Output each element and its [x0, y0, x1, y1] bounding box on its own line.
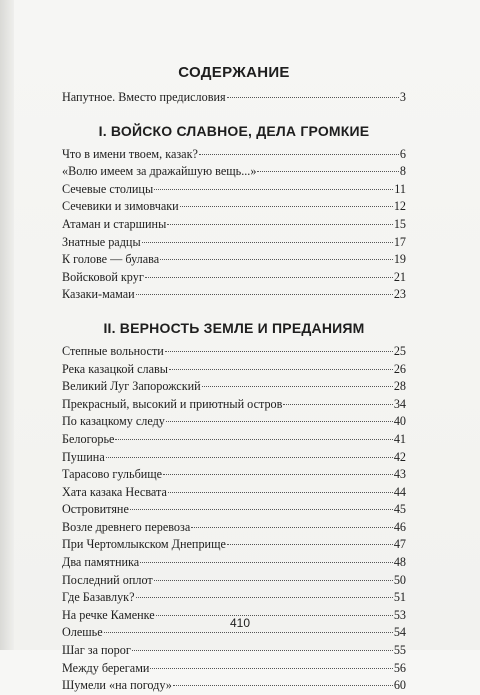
- toc-entry-page: 44: [393, 484, 406, 499]
- dot-leader: [160, 259, 393, 260]
- toc-entry-page: 34: [393, 396, 406, 411]
- dot-leader: [168, 492, 393, 493]
- toc-entry-title: Войсковой круг: [62, 269, 144, 284]
- toc-entry-title: Великий Луг Запорожский: [62, 379, 201, 394]
- toc-entry-title: По казацкому следу: [62, 414, 165, 429]
- toc-entry-page: 51: [393, 590, 406, 605]
- table-of-contents: [62, 64, 406, 695]
- dot-leader: [199, 154, 399, 155]
- toc-entry-page: 54: [393, 625, 406, 640]
- dot-leader: [202, 386, 393, 387]
- toc-section-2-list: [62, 343, 406, 695]
- section-heading-1: I. ВОЙСКО СЛАВНОЕ, ДЕЛА ГРОМКИЕ: [98, 122, 370, 139]
- toc-entry-title: К голове — булава: [62, 252, 160, 267]
- toc-entry: [62, 484, 406, 502]
- toc-entry-title: Что в имени твоем, казак?: [62, 146, 198, 161]
- toc-entry-page: 11: [394, 181, 406, 196]
- toc-entry-page: 48: [393, 555, 406, 570]
- dot-leader: [132, 650, 393, 651]
- toc-entry: [62, 378, 406, 396]
- toc-entry: [62, 642, 406, 660]
- toc-entry-page: 47: [393, 537, 406, 552]
- toc-entry-page: 43: [393, 467, 406, 482]
- toc-entry: [62, 361, 406, 379]
- toc-section-1-list: [62, 146, 406, 304]
- toc-entry-page: 23: [393, 287, 406, 302]
- toc-entry-page: 40: [393, 414, 406, 429]
- page-number: 410: [229, 616, 251, 630]
- dot-leader: [106, 457, 393, 458]
- toc-entry-title: Шаг за порог: [62, 643, 131, 658]
- dot-leader: [136, 294, 393, 295]
- toc-entry-title: «Волю имеем за дражайшую вещь...»: [62, 164, 257, 179]
- toc-entry: [62, 536, 406, 554]
- toc-entry-title: Хата казака Несвата: [62, 484, 167, 499]
- dot-leader: [173, 685, 393, 686]
- toc-entry-title: Прекрасный, высокий и приютный остров: [62, 396, 283, 411]
- toc-entry-title: На речке Каменке: [62, 607, 155, 622]
- toc-entry-title: Островитяне: [62, 502, 129, 517]
- toc-entry: [62, 198, 406, 216]
- toc-entry-page: 55: [393, 643, 406, 658]
- toc-entry: [62, 269, 406, 287]
- toc-entry-title: Шумели «на погоду»: [62, 678, 172, 693]
- dot-leader: [104, 632, 393, 633]
- section-heading-2: II. ВЕРНОСТЬ ЗЕМЛЕ И ПРЕДАНИЯМ: [103, 319, 365, 336]
- toc-entry: [62, 572, 406, 590]
- toc-entry-title: Напутное. Вместо предисловия: [62, 90, 226, 104]
- toc-entry-page: 21: [393, 269, 406, 284]
- toc-entry: [62, 660, 406, 678]
- toc-intro-list: [62, 89, 406, 107]
- dot-leader: [140, 562, 393, 563]
- toc-entry-page: 41: [393, 431, 406, 446]
- toc-entry-title: Степные вольности: [62, 343, 164, 358]
- dot-leader: [150, 668, 392, 669]
- dot-leader: [130, 509, 393, 510]
- toc-entry: [62, 501, 406, 519]
- dot-leader: [115, 439, 392, 440]
- toc-entry-title: Знатные радцы: [62, 234, 141, 249]
- toc-entry-page: 17: [393, 234, 406, 249]
- toc-entry-title: Тарасово гульбище: [62, 467, 163, 482]
- toc-entry-title: Атаман и старшины: [62, 216, 167, 231]
- toc-entry: [62, 396, 406, 414]
- dot-leader: [154, 189, 393, 190]
- toc-entry-page: 42: [393, 449, 406, 464]
- page-gutter-shadow: [0, 0, 14, 650]
- toc-entry-page: 3: [399, 90, 406, 104]
- toc-entry-page: 19: [393, 252, 406, 267]
- toc-entry-title: Два памятника: [62, 555, 140, 570]
- dot-leader: [154, 580, 393, 581]
- toc-entry-title: Казаки-мамаи: [62, 287, 135, 302]
- toc-entry-title: Сечевые столицы: [62, 181, 154, 196]
- toc-entry: [62, 286, 406, 304]
- toc-entry-title: Олешье: [62, 625, 103, 640]
- toc-entry: [62, 234, 406, 252]
- toc-entry-page: 15: [393, 216, 406, 231]
- dot-leader: [227, 544, 393, 545]
- toc-entry-page: 26: [393, 361, 406, 376]
- dot-leader: [257, 171, 398, 172]
- toc-entry: [62, 181, 406, 199]
- toc-entry-title: Река казацкой славы: [62, 361, 168, 376]
- toc-entry: [62, 431, 406, 449]
- dot-leader: [136, 597, 393, 598]
- toc-entry-title: Где Базавлук?: [62, 590, 135, 605]
- toc-entry: [62, 413, 406, 431]
- dot-leader: [191, 527, 393, 528]
- toc-entry: [62, 466, 406, 484]
- toc-entry-page: 45: [393, 502, 406, 517]
- dot-leader: [142, 242, 393, 243]
- dot-leader: [166, 421, 393, 422]
- toc-entry: [62, 343, 406, 361]
- toc-entry: [62, 163, 406, 181]
- toc-entry-page: 50: [393, 572, 406, 587]
- toc-entry-page: 28: [393, 379, 406, 394]
- dot-leader: [165, 351, 393, 352]
- toc-entry: [62, 216, 406, 234]
- toc-entry-title: При Чертомлыкском Днеприще: [62, 537, 226, 552]
- dot-leader: [163, 474, 393, 475]
- dot-leader: [180, 206, 393, 207]
- toc-entry: [62, 146, 406, 164]
- dot-leader: [145, 277, 393, 278]
- toc-entry-title: Пушина: [62, 449, 105, 464]
- toc-entry-page: 53: [393, 607, 406, 622]
- dot-leader: [283, 404, 392, 405]
- toc-entry-page: 8: [399, 164, 406, 179]
- toc-entry-title: Между берегами: [62, 660, 150, 675]
- toc-entry-page: 25: [393, 343, 406, 358]
- toc-entry-title: Последний оплот: [62, 572, 153, 587]
- toc-entry-page: 46: [393, 519, 406, 534]
- dot-leader: [169, 369, 393, 370]
- dot-leader: [167, 224, 393, 225]
- toc-entry: [62, 554, 406, 572]
- toc-entry: [62, 519, 406, 537]
- toc-entry-page: 56: [393, 660, 406, 675]
- toc-entry-page: 6: [399, 146, 406, 161]
- toc-entry-page: 60: [393, 678, 406, 693]
- toc-entry: [62, 89, 406, 107]
- toc-entry: [62, 251, 406, 269]
- toc-entry: [62, 449, 406, 467]
- toc-entry-page: 12: [393, 199, 406, 214]
- toc-entry-title: Белогорье: [62, 431, 115, 446]
- toc-entry-title: Сечевики и зимовчаки: [62, 199, 179, 214]
- dot-leader: [227, 97, 399, 98]
- toc-entry-title: Возле древнего перевоза: [62, 519, 191, 534]
- toc-entry: [62, 589, 406, 607]
- toc-title: СОДЕРЖАНИЕ: [178, 64, 290, 81]
- toc-entry: [62, 677, 406, 695]
